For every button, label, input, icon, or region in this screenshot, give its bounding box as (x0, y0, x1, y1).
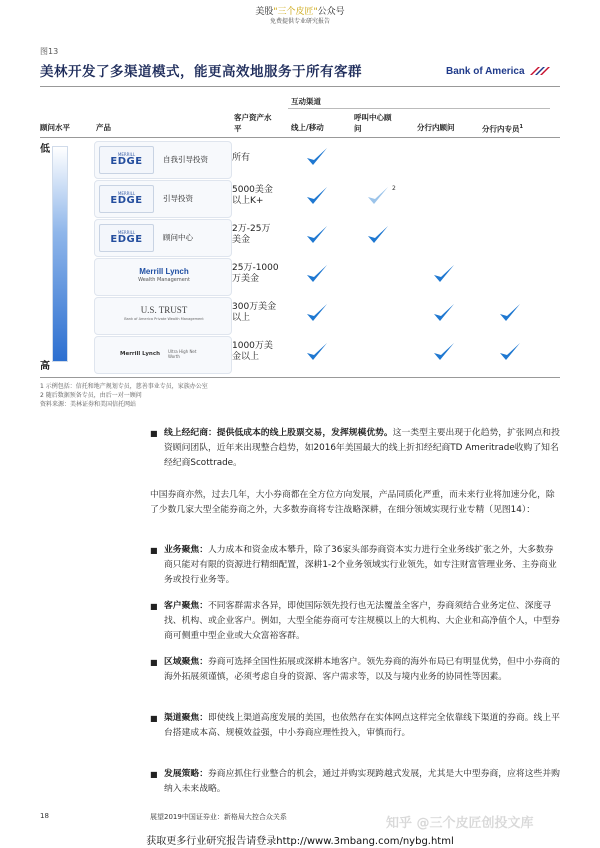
col-product: 产品 (96, 123, 111, 132)
header-rule (40, 137, 560, 138)
asset-level: 1000万美金以上 (232, 341, 273, 362)
page-number: 18 (40, 812, 49, 820)
col-branch-expert: 分行内专员$^1$ (482, 124, 523, 134)
check-icon (432, 302, 456, 324)
figure-bottom-rule (40, 377, 560, 378)
flag-icon (528, 65, 550, 77)
check-icon (305, 341, 329, 363)
check-icon (305, 263, 329, 285)
figure-label: 图13 (40, 47, 59, 56)
bullet-regional-focus: ■ 区域聚焦：券商可选择全国性拓展或深耕本地客户。领先券商的海外布局已有明显优势，但中小券商的海外拓展须谨慎，必须考虑自身的资源、客户需求等，以及与境内业务的协同性等因素。 (150, 657, 560, 682)
col-call-center: 呼叫中心顾问 (354, 113, 392, 133)
bullet-icon: ■ (150, 770, 158, 779)
check-icon (305, 302, 329, 324)
bullet-icon: ■ (150, 658, 158, 667)
merrill-edge-logo: MERRILL EDGE (99, 224, 154, 252)
product-row-advisory-center (94, 219, 232, 257)
bullet-icon: ■ (150, 546, 158, 555)
group-rule (288, 108, 550, 109)
bullet-icon: ■ (150, 602, 158, 611)
bank-of-america-logo (446, 64, 550, 78)
asset-level: 所有 (232, 153, 251, 163)
col-online: 线上/移动 (291, 123, 324, 132)
check-icon (366, 224, 390, 246)
col-asset: 客户资产水平 (234, 113, 272, 133)
product-name: 自我引导投资 (163, 155, 208, 164)
bullet-development-strategy: ■ 发展策略：券商应抓住行业整合的机会，通过并购实现跨越式发展，尤其是大中型券商，应将这些并购纳入未来战略。 (150, 769, 560, 794)
check-footnote-marker: 2 (392, 185, 396, 192)
header-subtitle: 免费提供专业研究报告 (269, 18, 330, 25)
figure-title: 美林开发了多渠道模式，能更高效地服务于所有客群 (40, 64, 362, 80)
advisor-level-gradient (52, 146, 68, 362)
us-trust-logo: U.S. TRUST Bank of America Private Wealth Management (124, 305, 204, 321)
bullet-channel-focus: ■ 渠道聚焦：即使线上渠道高度发展的美国，也依然存在实体网点这样完全依靠线下渠道的券商。线上平台搭建成本高、规模效益强，中小券商应理性投入，审慎而行。 (150, 713, 560, 738)
product-name: 引导投资 (163, 194, 193, 203)
check-icon (366, 185, 390, 207)
merrill-lynch-uhnw-logo: Merrill Lynch Ultra High Net Worth (119, 349, 197, 359)
watermark: 知乎 @三个皮匠创投文库 (386, 816, 534, 831)
product-row-self-directed (94, 141, 232, 179)
col-level: 顾问水平 (40, 123, 70, 132)
product-name: 顾问中心 (163, 233, 193, 242)
bullet-online-broker: ■ 线上经纪商：提供低成本的线上股票交易，发挥规模优势。这一类型主要出现于化趋势，扩张网点和投资顾问团队，近年来出现整合趋势，如2016年美国最大的线上折扣经纪商TD Ameritrade收购了知名经纪商Scottrade。 (150, 428, 560, 468)
check-icon (432, 341, 456, 363)
asset-level: 5000美金以上K+ (232, 185, 273, 206)
check-icon (305, 224, 329, 246)
bullet-client-focus: ■ 客户聚焦：不同客群需求各异，即使国际领先投行也无法覆盖全客户，券商须结合业务定位、深度寻找、机构、或企业客户。例如，大型全能券商可专注规模以上的大机构、大企业和高净值个人，中型券商可侧重中型企业或大众富裕客群。 (150, 601, 560, 641)
asset-level: 2万-25万美金 (232, 224, 271, 245)
footnote-2: 2 随后数据预备专员，由后一对一顾问 (40, 392, 142, 399)
check-icon (498, 341, 522, 363)
level-high: 高 (40, 361, 50, 372)
level-low: 低 (40, 144, 50, 155)
footer-title: 展望2019中国证券业：新格局大控合众关系 (150, 813, 287, 821)
footnote-source: 资料来源：美林证券和美国信托网站 (40, 401, 137, 408)
check-icon (305, 185, 329, 207)
bullet-icon: ■ (150, 714, 158, 723)
product-row-merrill-lynch (94, 258, 232, 296)
merrill-edge-logo: MERRILL EDGE (99, 185, 154, 213)
header-highlight: "三个皮匠" (273, 7, 318, 17)
group-header: 互动渠道 (291, 97, 321, 106)
merrill-edge-logo: MERRILL EDGE (99, 146, 154, 174)
paragraph-china-brokers: 中国券商亦然，过去几年，大小券商都在全方位方向发展，产品同质化严重，而未来行业将加速分化，除了少数几家大型全能券商之外，大多数券商将专注战略深耕，在细分领域实现行业专精（见图14）： (150, 490, 555, 515)
check-icon (432, 263, 456, 285)
check-icon (305, 146, 329, 168)
product-row-ultra-high-net-worth (94, 336, 232, 374)
product-row-guided (94, 180, 232, 218)
bottom-link[interactable]: 获取更多行业研究报告请登录http://www.3mbang.com/nybg.html (146, 836, 454, 847)
asset-level: 25万-1000万美金 (232, 263, 279, 284)
asset-level: 300万美金以上 (232, 302, 277, 323)
header-title: 美股"三个皮匠"公众号 (255, 7, 345, 17)
product-row-us-trust (94, 297, 232, 335)
brand-name: Bank of America (446, 65, 525, 77)
check-icon (498, 302, 522, 324)
bullet-icon: ■ (150, 429, 158, 438)
footnote-1: 1 示例包括：信托和地产规划专员，慈善事业专员，家族办公室 (40, 383, 208, 390)
merrill-lynch-logo: Merrill Lynch Wealth Management (138, 267, 190, 283)
col-branch-advisor: 分行内顾问 (417, 123, 455, 132)
bullet-business-focus: ■ 业务聚焦：人力成本和资金成本攀升，除了36家头部券商资本实力进行全业务线扩张之外，大多数券商只能对有限的资源进行精细配置，深耕1-2个业务领域实行业领先，如专注财富管理业务、主券商业务或投行业务等。 (150, 545, 557, 585)
figure-top-rule (40, 86, 560, 87)
